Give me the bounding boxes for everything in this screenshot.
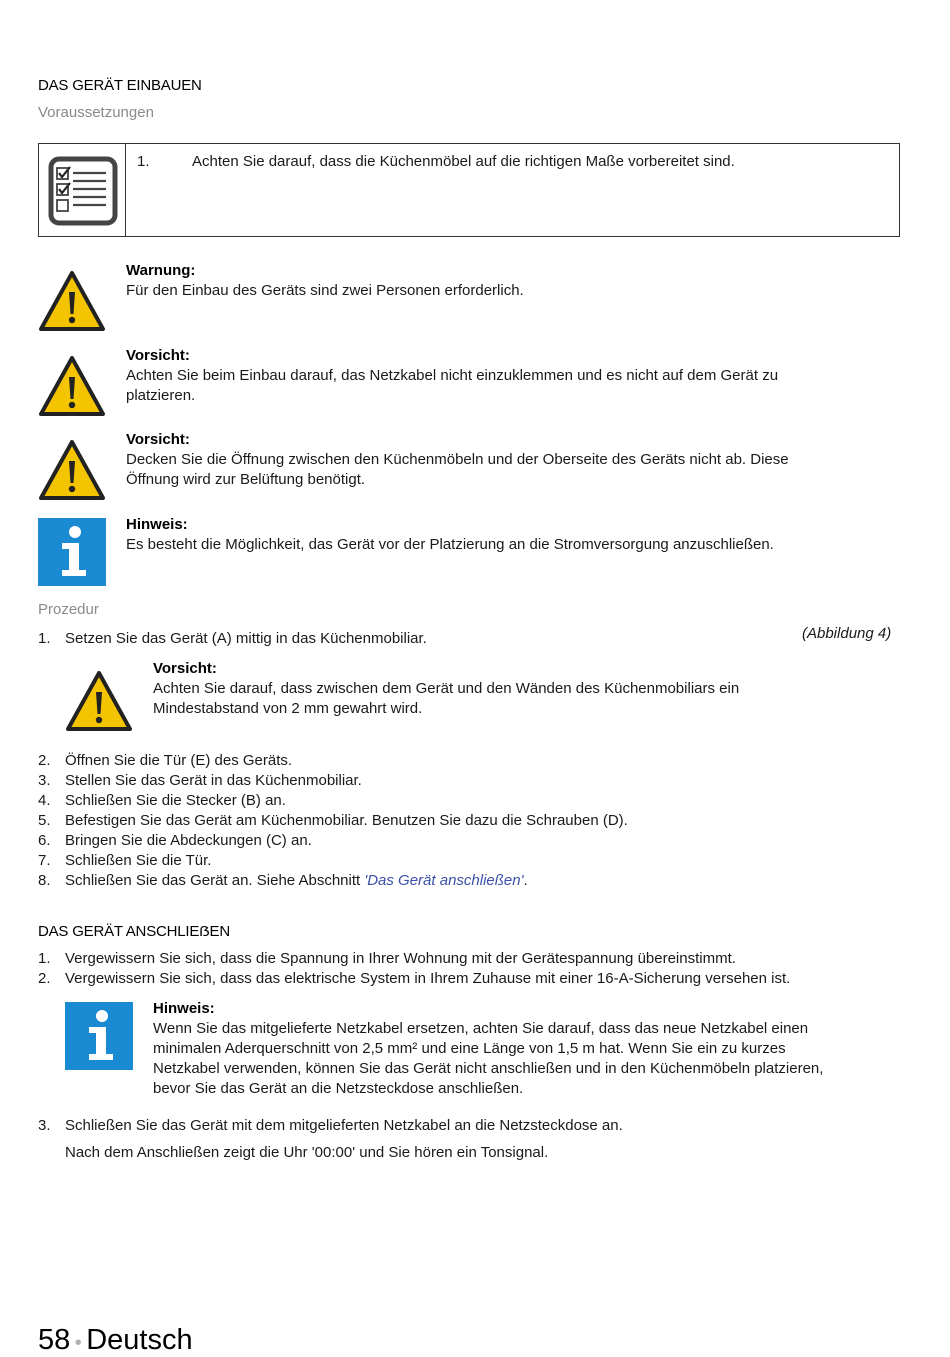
warning-icon <box>38 270 106 332</box>
list-item: 4. Schließen Sie die Stecker (B) an. <box>38 792 286 809</box>
warning-icon <box>38 439 106 501</box>
connect-step-list-1 <box>38 949 790 989</box>
note-text-line3: Netzkabel verwenden, können Sie das Gerät nicht anschließen und in den Küchenmöbeln platzieren, <box>153 1060 824 1077</box>
caution-text-line2: Mindestabstand von 2 mm gewahrt wird. <box>153 700 423 717</box>
checklist-icon-cell <box>39 144 126 236</box>
warning-icon <box>38 355 106 417</box>
notice-text-line2: platzieren. <box>126 387 196 404</box>
procedure-step-list-1 <box>38 629 427 649</box>
note-text-line4: bevor Sie das Gerät an die Netzsteckdose anschließen. <box>153 1080 524 1097</box>
footer-separator: • <box>74 1332 82 1354</box>
after-connect-text: Nach dem Anschließen zeigt die Uhr '00:00' und Sie hören ein Tonsignal. <box>65 1144 549 1161</box>
list-item: 2. Öffnen Sie die Tür (E) des Geräts. <box>38 752 293 769</box>
list-item: 6. Bringen Sie die Abdeckungen (C) an. <box>38 832 312 849</box>
list-item: 1. Vergewissern Sie sich, dass die Spannung in Ihrer Wohnung mit der Gerätespannung übereinstimmt. <box>38 950 736 967</box>
notice-text: Es besteht die Möglichkeit, das Gerät vor der Platzierung an die Stromversorgung anzuschließen. <box>126 536 774 553</box>
note-text-line2: minimalen Aderquerschnitt von 2,5 mm² und eine Länge von 1,5 m hat. Wenn Sie ein zu kurzes <box>153 1040 786 1057</box>
page-footer <box>38 1324 193 1357</box>
notice-text-line1: Decken Sie die Öffnung zwischen den Küchenmöbeln und der Oberseite des Geräts nicht ab. Diese <box>126 451 789 468</box>
prerequisite-text: Achten Sie darauf, dass die Küchenmöbel auf die richtigen Maße vorbereitet sind. <box>192 153 735 170</box>
figure-reference: (Abbildung 4) <box>802 625 892 642</box>
notice-label: Vorsicht: <box>126 431 190 448</box>
section-heading-einbauen: DAS GERÄT EINBAUEN <box>38 77 202 94</box>
list-item: 3. Schließen Sie das Gerät mit dem mitgelieferten Netzkabel an die Netzsteckdose an. <box>38 1117 623 1134</box>
page-number: 58 <box>38 1324 71 1356</box>
section-heading-anschliessen: DAS GERÄT ANSCHLIEẞEN <box>38 923 230 940</box>
caution-label: Vorsicht: <box>153 660 217 677</box>
note-text-line1: Wenn Sie das mitgelieferte Netzkabel ersetzen, achten Sie darauf, dass das neue Netzkabel einen <box>153 1020 809 1037</box>
info-icon <box>65 1002 133 1070</box>
connect-step-list-2 <box>38 1116 623 1136</box>
list-item: 2. Vergewissern Sie sich, dass das elektrische System in Ihrem Zuhause mit einer 16-A-Sicherung versehen ist. <box>38 970 791 987</box>
notice-label: Hinweis: <box>126 516 188 533</box>
notice-text-line1: Achten Sie beim Einbau darauf, das Netzkabel nicht einzuklemmen und es nicht auf dem Gerät zu <box>126 367 779 384</box>
list-item: 7. Schließen Sie die Tür. <box>38 852 212 869</box>
list-item: 8. Schließen Sie das Gerät an. Siehe Abschnitt 'Das Gerät anschließen'. <box>38 872 528 889</box>
notice-text: Für den Einbau des Geräts sind zwei Personen erforderlich. <box>126 282 524 299</box>
list-item: 5. Befestigen Sie das Gerät am Küchenmobiliar. Benutzen Sie dazu die Schrauben (D). <box>38 812 628 829</box>
footer-language: Deutsch <box>86 1324 193 1356</box>
list-item: 3. Stellen Sie das Gerät in das Küchenmobiliar. <box>38 772 362 789</box>
prerequisites-box <box>38 143 900 237</box>
caution-text-line1: Achten Sie darauf, dass zwischen dem Gerät und den Wänden des Küchenmobiliars ein <box>153 680 740 697</box>
prerequisites-label: Voraussetzungen <box>38 104 154 121</box>
note-label: Hinweis: <box>153 1000 215 1017</box>
info-icon <box>38 518 106 586</box>
warning-icon <box>65 670 133 732</box>
prerequisite-number: 1. <box>137 153 150 170</box>
section-link-anschliessen[interactable]: 'Das Gerät anschließen' <box>364 872 524 889</box>
procedure-label: Prozedur <box>38 601 99 618</box>
notice-label: Warnung: <box>126 262 196 279</box>
notice-text-line2: Öffnung wird zur Belüftung benötigt. <box>126 471 366 488</box>
list-item: 1. Setzen Sie das Gerät (A) mittig in das Küchenmobiliar. <box>38 630 427 647</box>
procedure-step-list-2 <box>38 751 628 891</box>
checklist-icon <box>48 156 118 226</box>
notice-label: Vorsicht: <box>126 347 190 364</box>
